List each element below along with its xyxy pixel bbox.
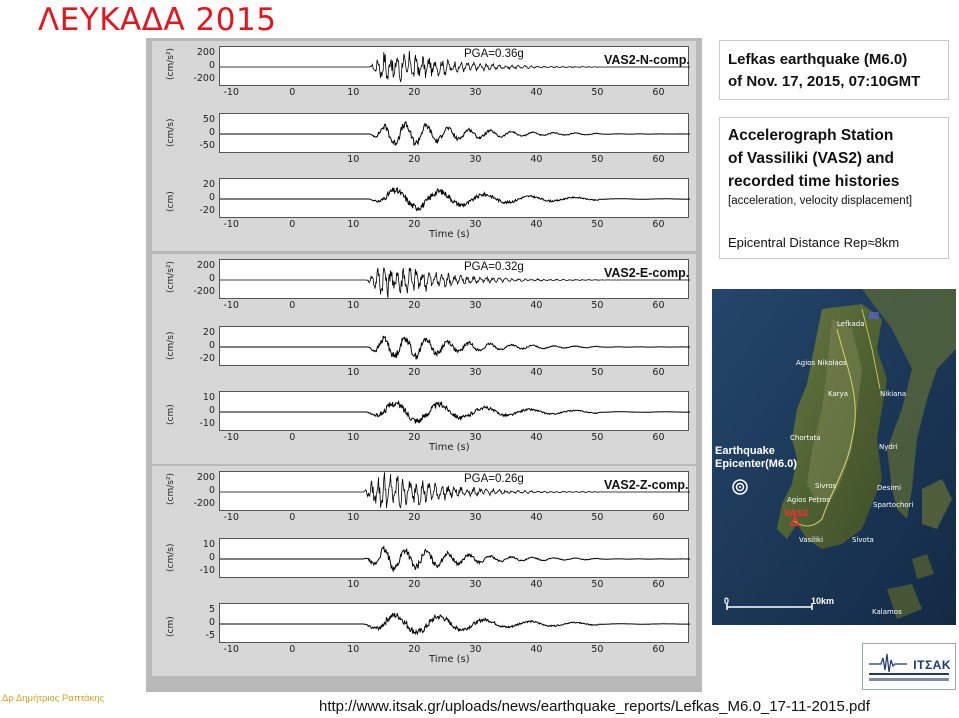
- x-tick-label: 20: [408, 644, 421, 655]
- station-line-2: of Vassiliki (VAS2) and: [728, 150, 894, 167]
- trace-waveform: [220, 604, 690, 644]
- component-name: VAS2-Z-comp.: [604, 478, 689, 492]
- x-tick-label: -10: [223, 219, 239, 230]
- trace-line: [220, 122, 690, 145]
- pga-label: PGA=0.32g: [464, 261, 524, 273]
- x-axis-label: Time (s): [429, 229, 470, 240]
- x-tick-label: -10: [223, 300, 239, 311]
- event-info-box: [719, 40, 949, 100]
- x-tick-label: 60: [652, 512, 665, 523]
- x-tick-label: 60: [652, 300, 665, 311]
- place-lefkada: Lefkada: [837, 320, 865, 328]
- x-axis-label: Time (s): [429, 442, 470, 453]
- x-tick-label: 20: [408, 87, 421, 98]
- pga-label: PGA=0.26g: [464, 473, 524, 485]
- x-tick-label: 30: [469, 432, 482, 443]
- x-tick-label: 30: [469, 512, 482, 523]
- scale-start-label: 0: [724, 596, 730, 606]
- displacement-trace: [219, 391, 689, 431]
- trace-waveform: [220, 539, 690, 579]
- y-unit-label: (cm): [166, 404, 176, 425]
- y-tick-label: 200: [196, 472, 215, 483]
- x-tick-label: 60: [652, 579, 665, 590]
- x-tick-label: 50: [591, 432, 604, 443]
- x-tick-label: 30: [469, 219, 482, 230]
- place-sivros: Sivros: [815, 482, 837, 490]
- x-tick-label: 10: [347, 512, 360, 523]
- station-label: VAS2: [784, 508, 809, 519]
- x-tick-label: 40: [530, 300, 543, 311]
- place-spartochori: Spartochori: [873, 501, 914, 509]
- y-tick-label: 0: [208, 340, 215, 351]
- y-unit-label: (cm/s²): [166, 260, 176, 293]
- component-name: VAS2-N-comp.: [604, 53, 690, 67]
- x-tick-label: 60: [652, 154, 665, 165]
- trace-waveform: [220, 392, 690, 432]
- author-credit: Δρ Δημήτριος Ραπτάκης: [2, 693, 105, 704]
- epicentral-distance: Epicentral Distance Rep≈8km: [728, 235, 900, 250]
- x-tick-label: 10: [347, 432, 360, 443]
- place-agios-petros: Agios Petros: [787, 496, 831, 504]
- x-tick-label: 40: [530, 154, 543, 165]
- x-tick-label: 0: [289, 87, 296, 98]
- x-tick-label: 40: [530, 644, 543, 655]
- x-tick-label: 40: [530, 219, 543, 230]
- x-tick-label: 50: [591, 300, 604, 311]
- event-title-line-1: Lefkas earthquake (M6.0): [728, 51, 908, 68]
- y-tick-label: 0: [208, 405, 215, 416]
- y-tick-label: -20: [199, 353, 215, 364]
- epicenter-label-line-2: Epicenter(M6.0): [715, 458, 797, 470]
- station-info-box: [719, 117, 949, 259]
- place-chortata: Chortata: [790, 434, 821, 442]
- x-tick-label: 10: [347, 644, 360, 655]
- x-tick-label: 60: [652, 219, 665, 230]
- trace-waveform: [220, 179, 690, 219]
- y-tick-label: 0: [208, 60, 215, 71]
- y-tick-label: 10: [202, 392, 215, 403]
- place-nikiana: Nikiana: [880, 390, 907, 398]
- component-panel-1: [152, 41, 696, 251]
- x-tick-label: 20: [408, 367, 421, 378]
- x-tick-label: 20: [408, 219, 421, 230]
- x-tick-label: -10: [223, 432, 239, 443]
- x-tick-label: 30: [469, 644, 482, 655]
- velocity-trace: [219, 538, 689, 578]
- x-tick-label: 40: [530, 512, 543, 523]
- y-tick-label: 200: [196, 260, 215, 271]
- x-tick-label: 10: [347, 367, 360, 378]
- trace-line: [220, 613, 690, 634]
- x-tick-label: 60: [652, 644, 665, 655]
- x-tick-label: 20: [408, 512, 421, 523]
- station-line-4: [acceleration, velocity displacement]: [728, 195, 913, 207]
- trace-line: [220, 188, 690, 211]
- place-vasiliki: Vasiliki: [799, 536, 824, 544]
- x-tick-label: 60: [652, 367, 665, 378]
- y-tick-label: 0: [208, 192, 215, 203]
- slide-title: ΛΕΥΚΑΔΑ 2015: [38, 2, 277, 38]
- x-tick-label: 50: [591, 154, 604, 165]
- y-tick-label: 50: [202, 114, 215, 125]
- y-unit-label: (cm/s): [166, 331, 176, 360]
- x-tick-label: 10: [347, 219, 360, 230]
- place-karya: Karya: [828, 390, 849, 398]
- trace-waveform: [220, 114, 690, 154]
- y-unit-label: (cm/s²): [166, 47, 176, 80]
- x-tick-label: 30: [469, 579, 482, 590]
- y-tick-label: -200: [193, 73, 215, 84]
- x-tick-label: -10: [223, 644, 239, 655]
- y-unit-label: (cm/s): [166, 543, 176, 572]
- x-tick-label: 10: [347, 154, 360, 165]
- epicenter-label-line-1: Earthquake: [715, 445, 775, 457]
- y-tick-label: -50: [199, 140, 215, 151]
- x-tick-label: 40: [530, 432, 543, 443]
- place-sivota: Sivota: [852, 536, 874, 544]
- y-unit-label: (cm): [166, 191, 176, 212]
- x-tick-label: 50: [591, 579, 604, 590]
- station-line-1: Accelerograph Station: [728, 127, 894, 144]
- displacement-trace: [219, 603, 689, 643]
- x-tick-label: 30: [469, 367, 482, 378]
- y-tick-label: 5: [208, 604, 215, 615]
- component-name: VAS2-E-comp.: [604, 266, 690, 280]
- x-tick-label: -10: [223, 512, 239, 523]
- place-agios-nikolaos: Agios Nikolaos: [796, 359, 847, 367]
- y-tick-label: -5: [205, 630, 215, 641]
- y-tick-label: -200: [193, 498, 215, 509]
- y-tick-label: 200: [196, 47, 215, 58]
- component-panel-3: [152, 466, 696, 676]
- trace-line: [220, 336, 690, 360]
- x-axis-label: Time (s): [429, 654, 470, 665]
- y-tick-label: 20: [202, 327, 215, 338]
- y-tick-label: -200: [193, 286, 215, 297]
- trace-waveform: [220, 327, 690, 367]
- place-kalamos: Kalamos: [872, 608, 902, 616]
- place-nydri: Nydri: [879, 443, 898, 451]
- pga-label: PGA=0.36g: [464, 48, 524, 60]
- x-tick-label: 40: [530, 367, 543, 378]
- y-tick-label: 0: [208, 552, 215, 563]
- scale-end-label: 10km: [811, 596, 835, 606]
- source-url[interactable]: http://www.itsak.gr/uploads/news/earthquake_reports/Lefkas_M6.0_17-11-2015.pdf: [319, 698, 870, 715]
- trace-line: [220, 402, 690, 424]
- velocity-trace: [219, 326, 689, 366]
- y-tick-label: 0: [208, 485, 215, 496]
- x-tick-label: 50: [591, 219, 604, 230]
- x-tick-label: 0: [289, 219, 296, 230]
- event-title-line-2: of Nov. 17, 2015, 07:10GMT: [728, 73, 921, 90]
- station-line-3: recorded time histories: [728, 173, 900, 190]
- place-desimi: Desimi: [877, 484, 902, 492]
- x-tick-label: 50: [591, 512, 604, 523]
- x-tick-label: 20: [408, 300, 421, 311]
- x-tick-label: 40: [530, 579, 543, 590]
- x-tick-label: 0: [289, 300, 296, 311]
- trace-line: [220, 547, 690, 571]
- x-tick-label: 30: [469, 87, 482, 98]
- x-tick-label: 30: [469, 154, 482, 165]
- y-tick-label: 0: [208, 617, 215, 628]
- x-tick-label: 20: [408, 154, 421, 165]
- logo-text: ΙΤΣΑΚ: [913, 658, 951, 672]
- x-tick-label: 30: [469, 300, 482, 311]
- itsak-logo: [862, 643, 956, 690]
- y-tick-label: 0: [208, 273, 215, 284]
- y-tick-label: -10: [199, 565, 215, 576]
- x-tick-label: 10: [347, 87, 360, 98]
- accelerograph-figure: [146, 38, 702, 692]
- x-tick-label: -10: [223, 87, 239, 98]
- y-tick-label: -20: [199, 205, 215, 216]
- x-tick-label: 50: [591, 87, 604, 98]
- y-tick-label: 0: [208, 127, 215, 138]
- x-tick-label: 0: [289, 512, 296, 523]
- y-unit-label: (cm): [166, 616, 176, 637]
- x-tick-label: 50: [591, 644, 604, 655]
- y-tick-label: 10: [202, 539, 215, 550]
- velocity-trace: [219, 113, 689, 153]
- y-tick-label: 20: [202, 179, 215, 190]
- x-tick-label: 20: [408, 579, 421, 590]
- x-tick-label: 60: [652, 432, 665, 443]
- x-tick-label: 60: [652, 87, 665, 98]
- displacement-trace: [219, 178, 689, 218]
- satellite-map: [712, 289, 956, 625]
- x-tick-label: 40: [530, 87, 543, 98]
- component-panel-2: [152, 254, 696, 464]
- x-tick-label: 20: [408, 432, 421, 443]
- y-unit-label: (cm/s²): [166, 472, 176, 505]
- x-tick-label: 50: [591, 367, 604, 378]
- x-tick-label: 10: [347, 579, 360, 590]
- epicenter-label: [715, 445, 797, 471]
- x-tick-label: 0: [289, 644, 296, 655]
- x-tick-label: 0: [289, 432, 296, 443]
- x-tick-label: 10: [347, 300, 360, 311]
- y-tick-label: -10: [199, 418, 215, 429]
- y-unit-label: (cm/s): [166, 118, 176, 147]
